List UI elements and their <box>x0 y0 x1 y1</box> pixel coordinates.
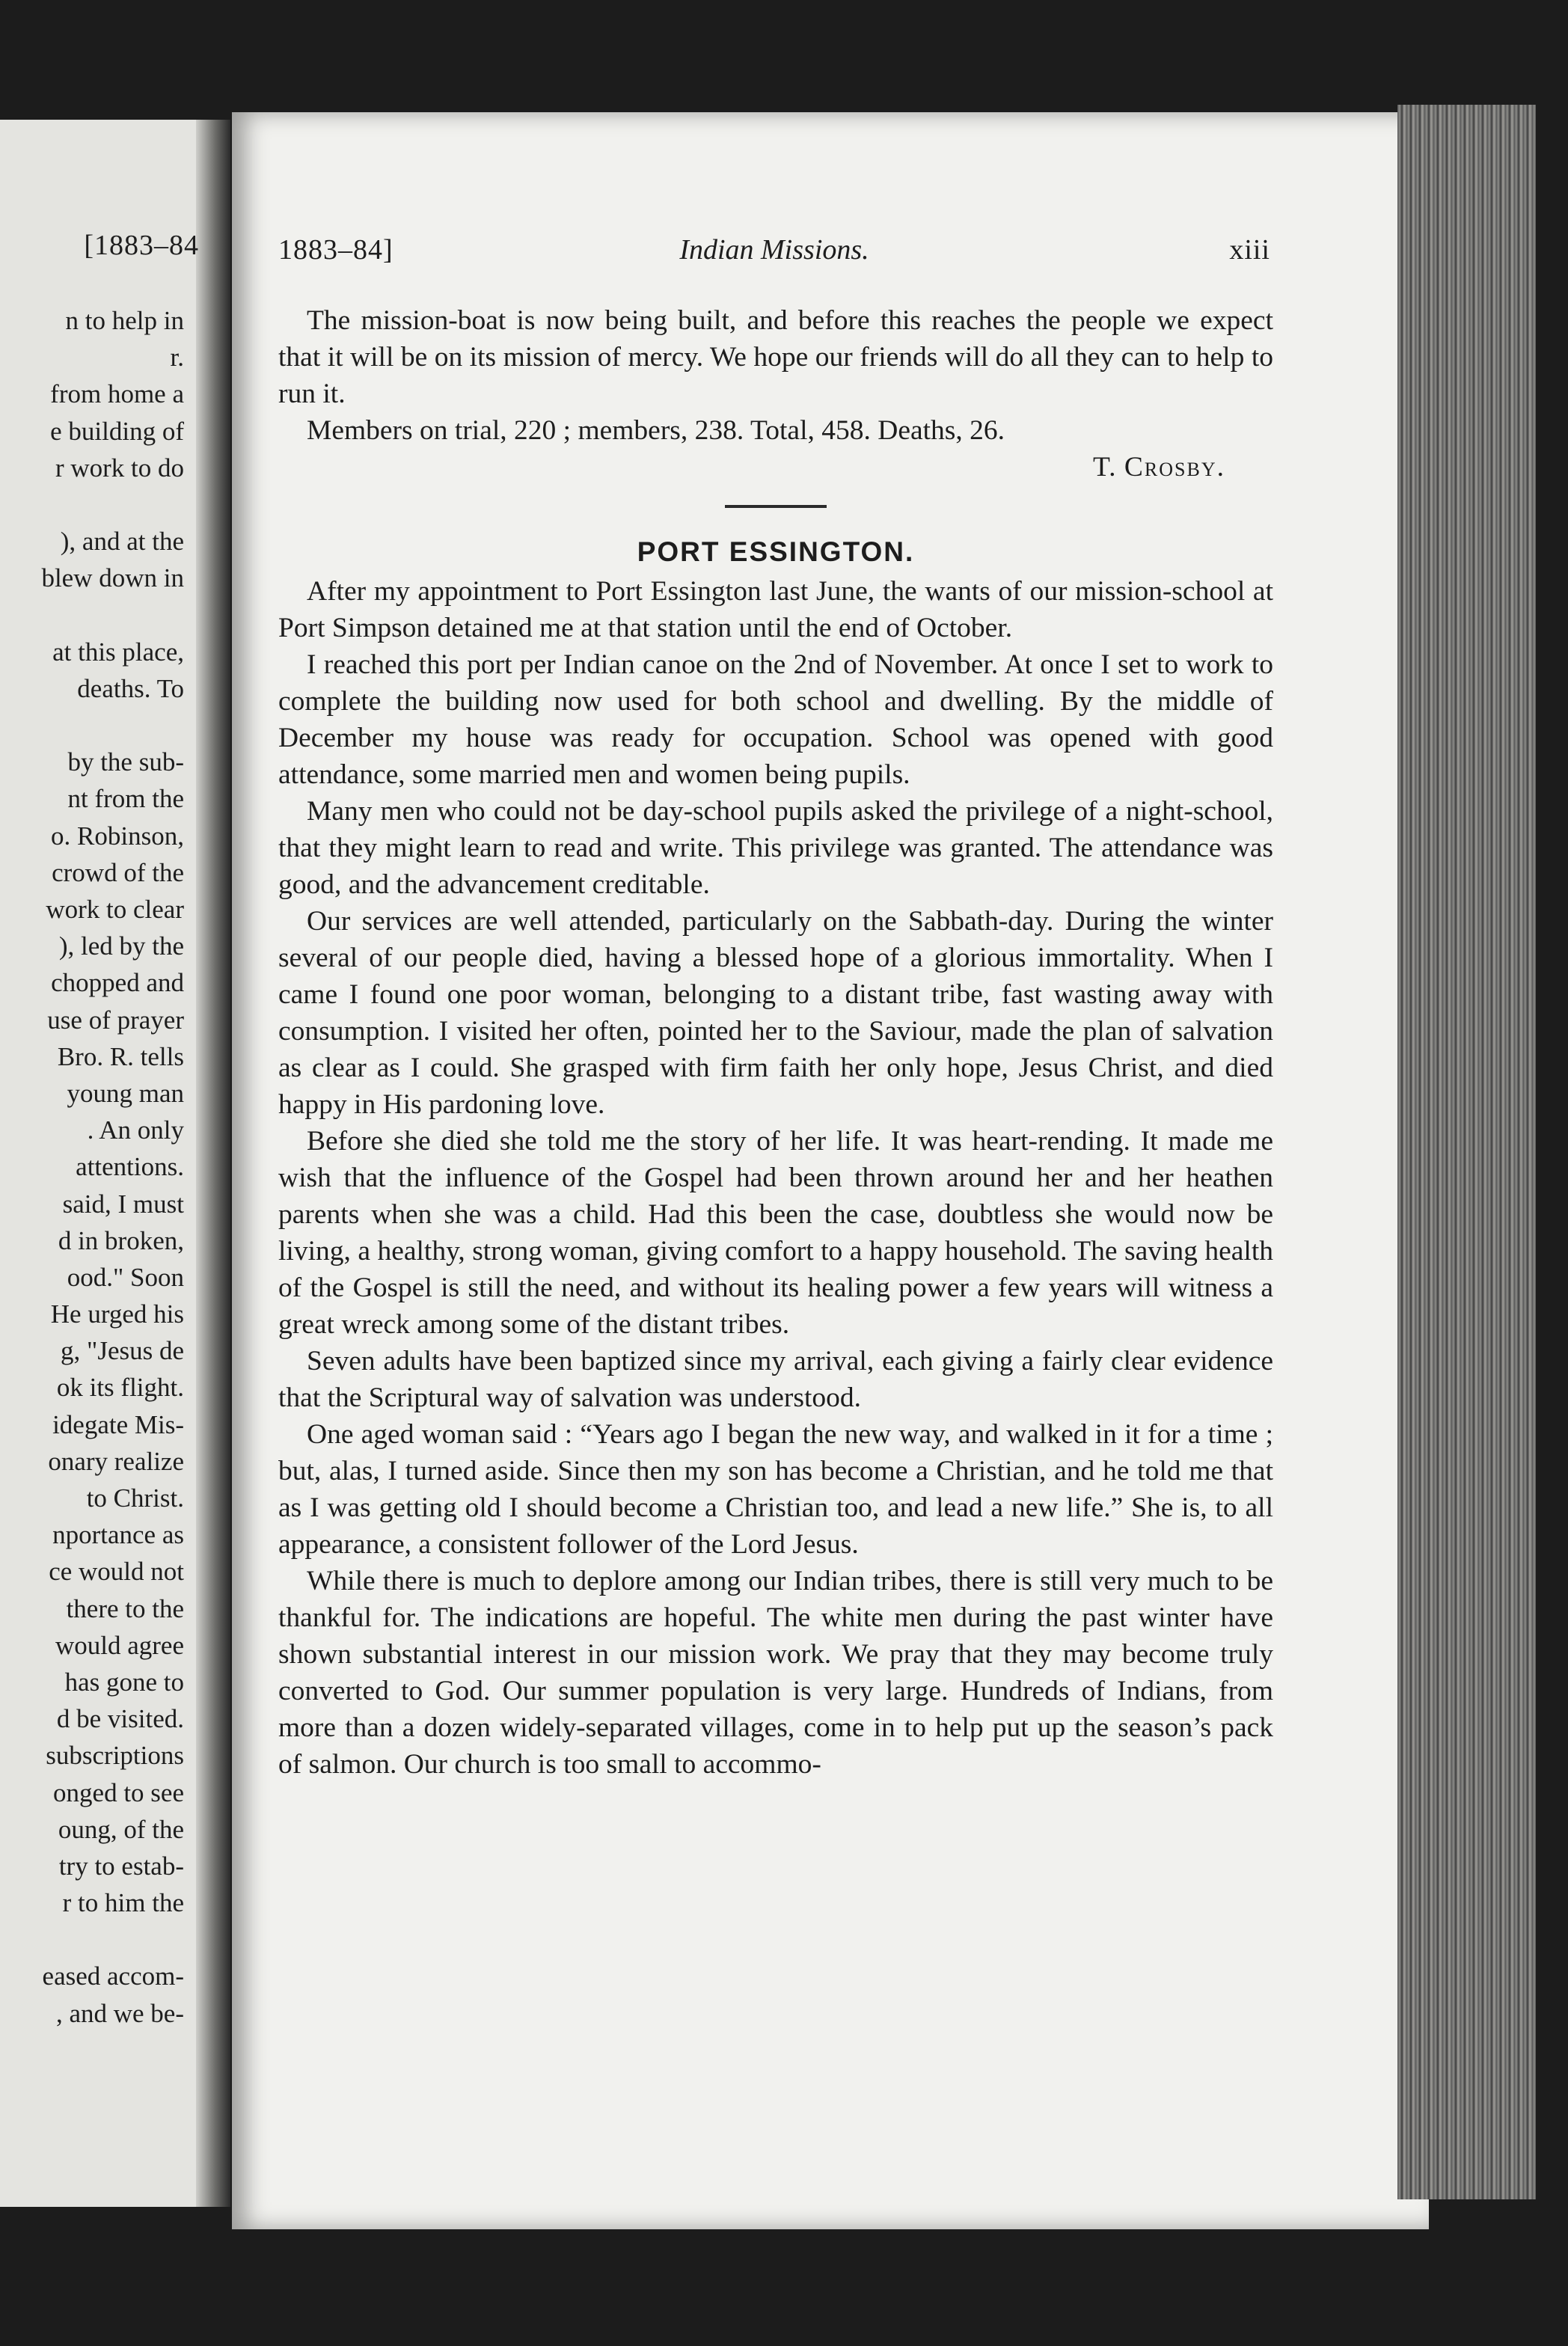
left-page-line: there to the <box>66 1593 184 1623</box>
left-page-line: onged to see <box>53 1777 184 1807</box>
left-page-line: d be visited. <box>56 1704 184 1734</box>
left-page-line: by the sub- <box>67 747 184 777</box>
book-gutter <box>196 120 230 2207</box>
left-page-line: use of prayer <box>47 1005 184 1035</box>
left-page-line: Bro. R. tells <box>57 1041 184 1071</box>
paragraph: The mission-boat is now being built, and before this reaches the people we expect that it will be on its mission of mercy. We hope our friends will do all they can to help to run it. <box>278 305 1273 409</box>
paragraph: While there is much to deplore among our Indian tribes, there is still very much to be thankful for. The indications are hopeful. The white men during the past winter have shown substantial interest in our mission work. We pray that they may become truly converted to God. Our summer population is very large. Hundreds of Indians, from more than a dozen widely-separated villages, come in to help put up the season’s pack of salmon. Our church is too small to accommo- <box>278 1566 1273 1780</box>
header-title: Indian Missions. <box>679 234 869 266</box>
running-header <box>278 233 1270 271</box>
left-page-line: onary realize <box>48 1446 184 1476</box>
paragraph: Seven adults have been baptized since my arrival, each giving a fairly clear evidence that the Scriptural way of salvation was understood. <box>278 1346 1273 1413</box>
left-page-line: ), and at the <box>60 527 184 557</box>
left-page-line: o. Robinson, <box>51 821 184 851</box>
paragraph: I reached this port per Indian canoe on the 2nd of November. At once I set to work to complete the building now used for both school and dwelling. By the middle of December my house was ready for occupation. School was opened with good attendance, some married men and women being pupils. <box>278 649 1273 790</box>
left-page-line: young man <box>67 1078 184 1108</box>
left-page-line: . An only <box>87 1115 184 1145</box>
left-page-line: e building of <box>50 416 184 446</box>
left-page-line: deaths. To <box>77 673 184 703</box>
left-page-line: attentions. <box>76 1152 184 1182</box>
left-page-line <box>0 597 184 634</box>
paragraph: After my appointment to Port Essington last June, the wants of our mission-school at Port Simpson detained me at that station until the end of October. <box>278 576 1273 643</box>
left-page-line: eased accom- <box>42 1961 184 1991</box>
left-page-line: oung, of the <box>58 1814 184 1844</box>
left-page-line: to Christ. <box>86 1483 184 1513</box>
left-page-line: n to help in <box>65 306 184 335</box>
signature <box>278 449 1273 486</box>
header-year: 1883–84] <box>278 234 393 266</box>
left-page-line: , and we be- <box>55 1998 184 2028</box>
signature-initial: T. <box>1093 452 1117 483</box>
left-page-line: ), led by the <box>58 931 184 961</box>
left-page-line: r to him the <box>62 1888 184 1918</box>
left-page-line: subscriptions <box>46 1741 184 1771</box>
left-page-line: g, "Jesus de <box>61 1336 184 1366</box>
left-page-line: said, I must <box>62 1189 184 1219</box>
page-number: xiii <box>1229 234 1270 266</box>
left-page-line <box>0 1921 184 1958</box>
left-page-line: He urged his <box>50 1299 184 1329</box>
left-page-line: ok its flight. <box>56 1373 184 1403</box>
left-page-line <box>0 486 184 523</box>
left-page-line: ce would not <box>49 1557 184 1587</box>
left-page-line: d in broken, <box>58 1225 184 1255</box>
page-edges <box>1397 105 1536 2199</box>
left-page-line: try to estab- <box>58 1851 184 1881</box>
left-page-line: r. <box>170 343 184 373</box>
left-page-line: has gone to <box>64 1667 184 1697</box>
statistics-line: Members on trial, 220 ; members, 238. Total, 458. Deaths, 26. <box>307 415 1005 446</box>
page-body <box>278 302 1273 1783</box>
left-page-line <box>0 707 184 744</box>
section-divider <box>725 505 827 508</box>
paragraph: Our services are well attended, particularly on the Sabbath-day. During the winter several of our people died, having a blessed hope of a glorious immortality. When I came I found one poor woman, belonging to a distant tribe, fast wasting away with consumption. I visited her often, pointed her to the Saviour, made the plan of salvation as clear as I could. She grasped with firm faith her only hope, Jesus Christ, and died happy in His pardoning love. <box>278 906 1273 1120</box>
left-page-line: chopped and <box>51 968 184 998</box>
left-page-line: nportance as <box>52 1520 184 1550</box>
left-page-line: work to clear <box>46 895 184 924</box>
left-page-line: ood." Soon <box>67 1262 184 1292</box>
paragraph: One aged woman said : “Years ago I began the new way, and walked in it for a time ; but, alas, I turned aside. Since then my son has become a Christian, and he told me that as I was getting old I should become a Christian too, and lead a new life.” She is, to all appearance, a consistent follower of the Lord Jesus. <box>278 1419 1273 1560</box>
left-page-header: [1883–84 <box>84 230 199 261</box>
paragraph: Before she died she told me the story of her life. It was heart-rending. It made me wish that the influence of the Gospel had been thrown around her and her heathen parents when she was a child. Had this been the case, doubtless she would now be living, a healthy, strong woman, giving comfort to a happy household. The saving health of the Gospel is still the need, and without its healing power a few years will witness a great wreck among some of the distant tribes. <box>278 1126 1273 1340</box>
section-title: PORT ESSINGTON. <box>637 536 915 567</box>
left-page-line: nt from the <box>67 784 184 814</box>
left-page-line: would agree <box>55 1630 184 1660</box>
left-page-line: crowd of the <box>52 857 184 887</box>
left-page-line: idegate Mis- <box>52 1409 184 1439</box>
left-page-text <box>0 302 184 2032</box>
left-page-line: at this place, <box>52 637 184 667</box>
left-page-line: r work to do <box>55 453 184 483</box>
left-page-line: blew down in <box>41 563 184 593</box>
paragraph: Many men who could not be day-school pupils asked the privilege of a night-school, that they might learn to read and write. This privilege was granted. The attendance was good, and the advancement creditable. <box>278 796 1273 900</box>
signature-name: Crosby. <box>1124 452 1225 483</box>
left-page-line: from home a <box>50 379 184 409</box>
